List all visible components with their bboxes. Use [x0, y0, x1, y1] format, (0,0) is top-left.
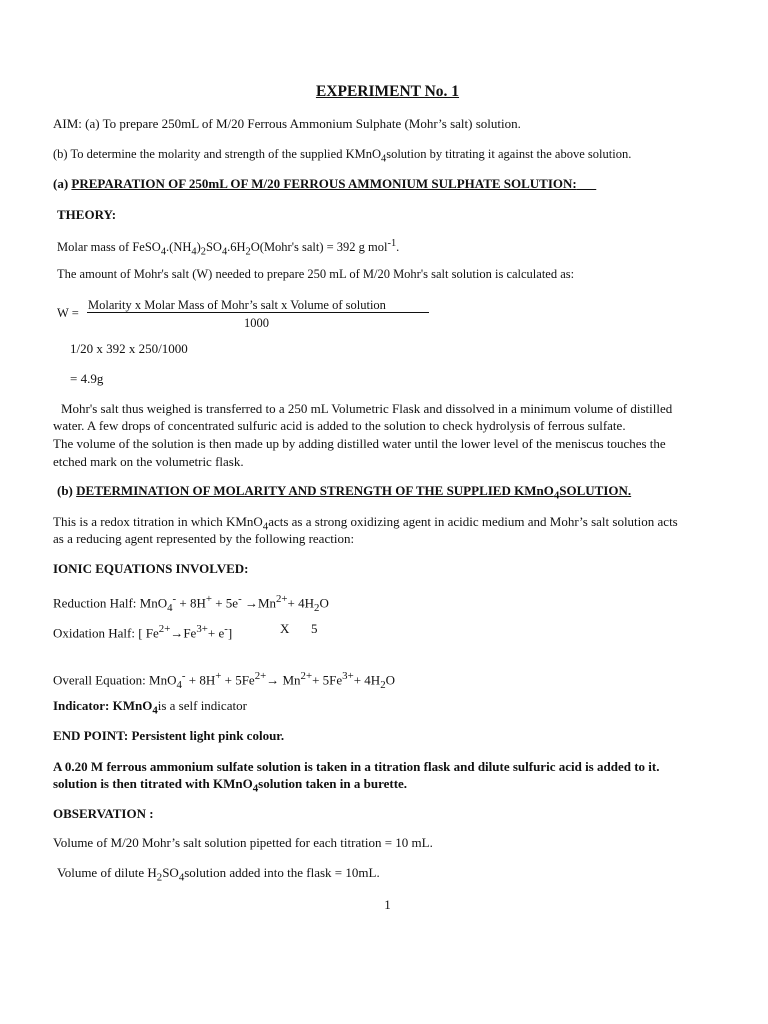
- formula-lhs: W =: [57, 306, 79, 320]
- reduction-half-equation: Reduction Half: $MnO_4^- + 8H^+ + 5e^- \to Mn^{2+}+ 4H_2O$: [53, 593, 329, 614]
- procedure-line-2: water. A few drops of concentrated sulfuric acid is added to the solution to check hydrolysis of ferrous sulfate.: [53, 418, 626, 433]
- redox-line-1: This is a redox titration in which KMnO$_4$acts as a strong oxidizing agent in acidic medium and Mohr’s salt solution acts: [53, 514, 678, 533]
- redox-line-2: as a reducing agent represented by the following reaction:: [53, 531, 355, 546]
- oxidation-factor: 5: [311, 621, 318, 636]
- formula-numerator: Molarity x Molar Mass of Mohr’s salt x Volume of solution: [88, 298, 386, 312]
- indicator-line: Indicator: KMnO$_4$is a self indicator: [53, 698, 247, 717]
- formula-denominator: 1000: [244, 316, 269, 330]
- molar-mass-line: Molar mass of $FeSO_4.(NH_4)_2SO_4.6H_2O(Mohr's$ salt) = 392 g mol$^{-1}$.: [57, 238, 400, 258]
- result-line: = 4.9g: [70, 371, 104, 386]
- procedure-line-1: Mohr's salt thus weighed is transferred to a 250 mL Volumetric Flask and dissolved in a minimum volume of distilled: [61, 401, 673, 416]
- observation-line-1: Volume of M/20 Mohr’s salt solution pipetted for each titration = 10 mL.: [53, 835, 433, 850]
- procedure-bold-line-1: A 0.20 M ferrous ammonium sulfate solution is taken in a titration flask and dilute sulfuric acid is added to it.: [53, 759, 660, 774]
- overall-equation: Overall Equation: $MnO_4^- + 8H^+ + 5Fe^{2+}\to Mn^{2+}+ 5Fe^{3+}+ 4H_2O$: [53, 670, 395, 691]
- observation-heading: OBSERVATION :: [53, 806, 154, 821]
- oxidation-half-equation: Oxidation Half: [ $Fe^{2+}\to Fe^{3+}+ e^-$]: [53, 623, 233, 641]
- fraction-bar: [87, 312, 429, 313]
- amount-text: The amount of Mohr's salt (W) needed to prepare 250 mL of M/20 Mohr's salt solution is calculated as:: [57, 267, 575, 281]
- oxidation-multiplier: X: [280, 621, 290, 636]
- page-number: 1: [384, 897, 391, 912]
- section-b-heading: (b) DETERMINATION OF MOLARITY AND STRENGTH OF THE SUPPLIED KMnO$_4$SOLUTION.: [57, 483, 632, 502]
- page-title: EXPERIMENT No. 1: [315, 83, 460, 100]
- procedure-bold-line-2: solution is then titrated with KMnO$_4$solution taken in a burette.: [53, 776, 408, 795]
- theory-heading: THEORY:: [57, 207, 117, 222]
- end-point-line: END POINT: Persistent light pink colour.: [53, 728, 285, 743]
- section-a-heading: (a) PREPARATION OF 250mL OF M/20 FERROUS AMMONIUM SULPHATE SOLUTION:: [53, 176, 577, 191]
- observation-line-2: Volume of dilute $H_2SO_4solution$ added into the flask = 10mL.: [57, 865, 380, 884]
- procedure-line-4: etched mark on the volumetric flask.: [53, 454, 244, 469]
- aim-b: (b) To determine the molarity and strength of the supplied KMnO$_4$solution by titrating it against the above solution.: [53, 147, 632, 165]
- calc-line: 1/20 x 392 x 250/1000: [70, 341, 188, 356]
- ionic-equations-heading: IONIC EQUATIONS INVOLVED:: [53, 561, 249, 576]
- aim-a: AIM: (a) To prepare 250mL of M/20 Ferrous Ammonium Sulphate (Mohr’s salt) solution.: [53, 116, 521, 131]
- procedure-line-3: The volume of the solution is then made up by adding distilled water until the lower level of the meniscus touches the: [53, 436, 666, 451]
